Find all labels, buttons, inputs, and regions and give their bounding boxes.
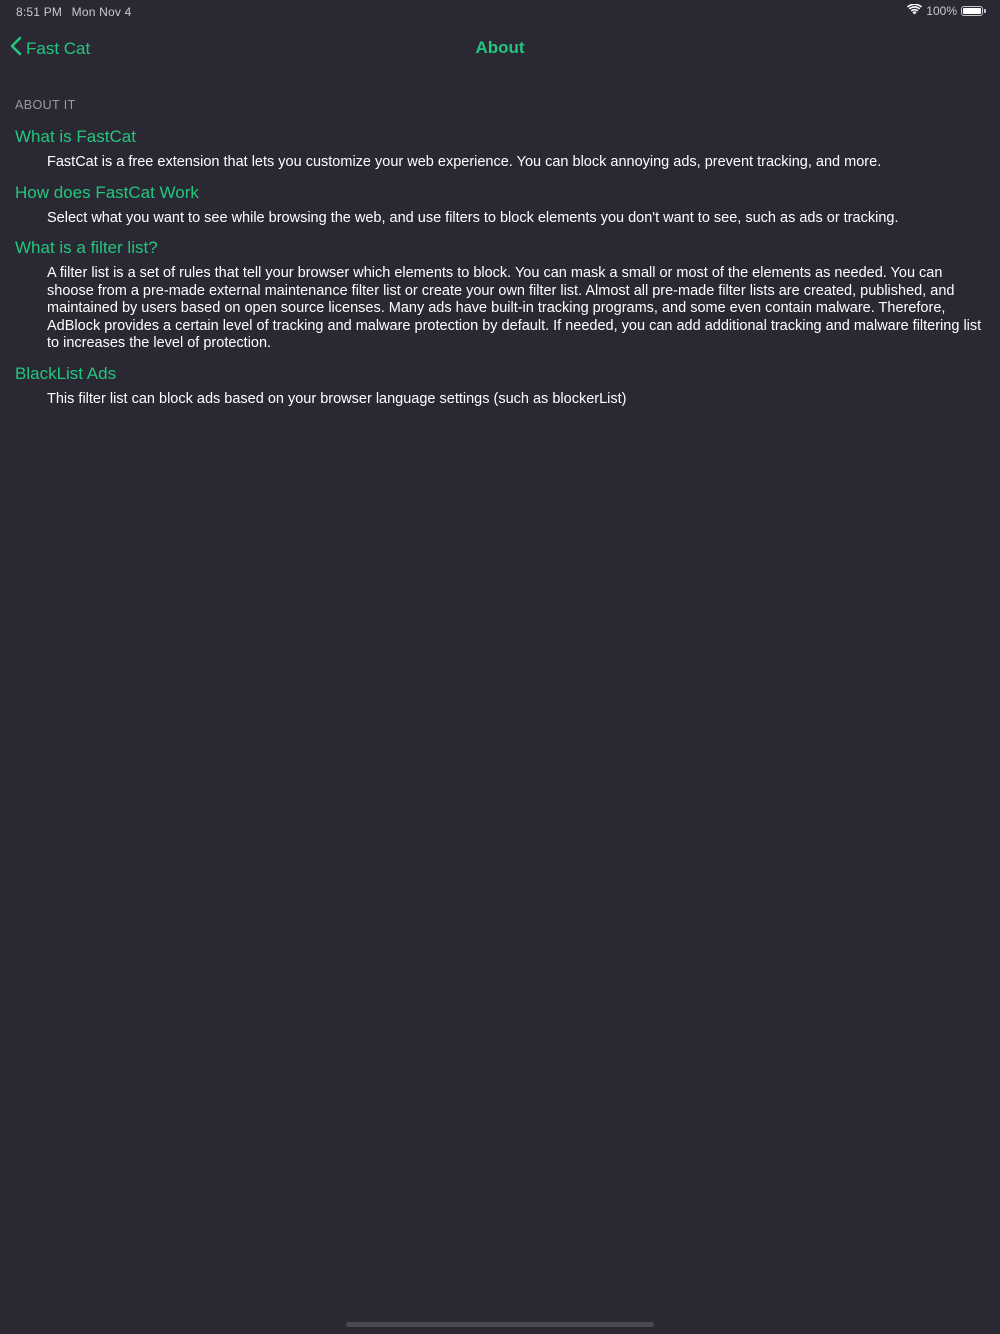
status-bar (0, 0, 1000, 24)
list-item (0, 182, 1000, 228)
section-header: ABOUT IT (15, 98, 76, 112)
item-body: A filter list is a set of rules that tell your browser which elements to block. You can mask a small or most of the elements as needed. You can shoose from a pre-made external maintenance filter list or create your own filter list. Almost all pre-made filter lists are created, published, and maintained by users based on open source licenses. Many ads have built-in tracking programs, and some even contain malware. Therefore, AdBlock provides a certain level of tracking and malware protection by default. If needed, you can add additional tracking and malware filtering list to increases the level of protection. (47, 265, 982, 351)
list-item (0, 363, 1000, 409)
item-title: What is FastCat (15, 127, 136, 146)
item-body: Select what you want to see while browsing the web, and use filters to block elements you don't want to see, such as ads or tracking. (47, 209, 899, 226)
about-content (0, 98, 1000, 418)
list-item (0, 126, 1000, 172)
item-title: What is a filter list? (15, 238, 158, 257)
battery-icon (961, 6, 983, 16)
item-title: How does FastCat Work (15, 182, 199, 202)
battery-level-fill (963, 8, 981, 14)
list-item (0, 237, 1000, 353)
status-time-date (16, 5, 131, 19)
item-body: FastCat is a free extension that lets you customize your web experience. You can block annoying ads, prevent tracking, and more. (47, 154, 882, 170)
navigation-bar (0, 28, 1000, 68)
status-indicators (907, 4, 986, 18)
battery-percent: 100% (926, 4, 957, 18)
status-time: 8:51 PM (16, 5, 63, 19)
battery-tip (984, 9, 986, 13)
item-body: This filter list can block ads based on your browser language settings (such as blockerList) (47, 390, 627, 407)
wifi-icon (907, 4, 922, 18)
page-title: About (475, 38, 525, 57)
status-date: Mon Nov 4 (71, 5, 132, 19)
back-button-label: Fast Cat (26, 38, 91, 58)
item-title: BlackList Ads (15, 363, 117, 383)
home-indicator[interactable] (346, 1322, 654, 1327)
